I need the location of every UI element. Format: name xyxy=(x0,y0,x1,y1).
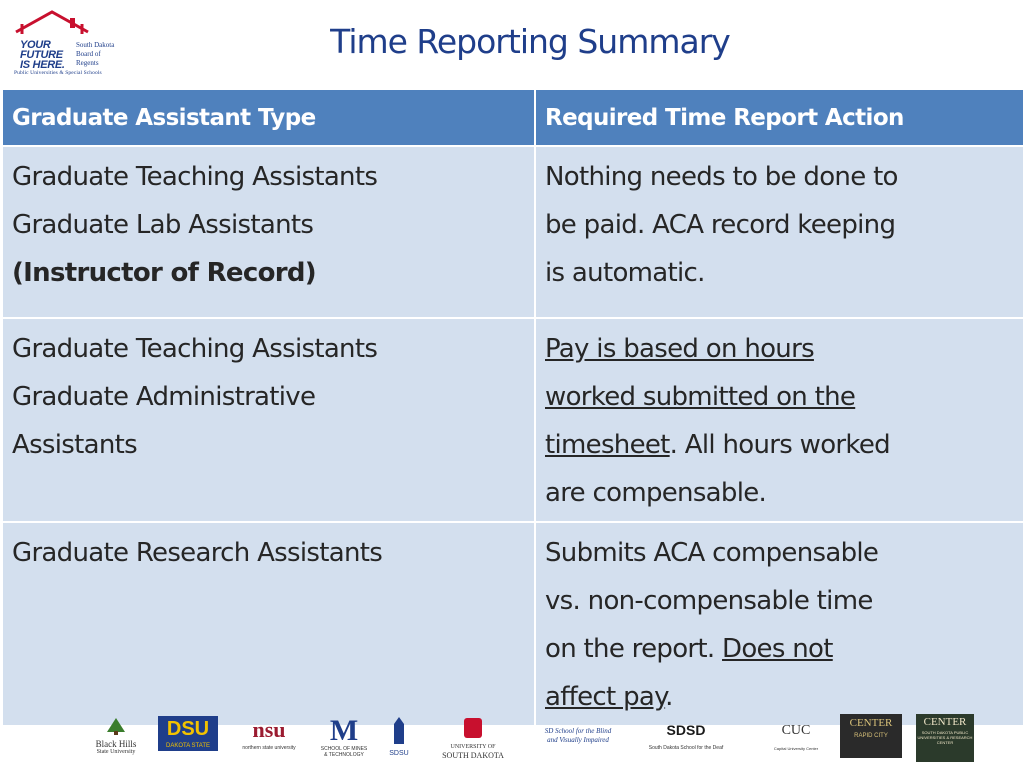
logo-text: M xyxy=(329,714,359,747)
logo-text: Black Hills xyxy=(95,739,137,749)
logo-text: CENTER xyxy=(849,717,893,729)
logo-bor-line3: Regents xyxy=(76,59,99,67)
action-line: be paid. ACA record keeping xyxy=(545,210,896,240)
logo-text-is-here: IS HERE. xyxy=(20,59,65,71)
time-reporting-table xyxy=(1,88,1024,727)
type-cell xyxy=(2,146,535,318)
black-hills-state-logo xyxy=(88,716,144,756)
column-header-type: Graduate Assistant Type xyxy=(2,89,535,146)
table-header-row xyxy=(2,89,1024,146)
action-text: . All hours worked xyxy=(669,430,890,460)
timesheet-link[interactable]: timesheet xyxy=(545,430,670,460)
page-title: Time Reporting Summary xyxy=(330,22,730,61)
action-line: Submits ACA compensable xyxy=(545,538,879,568)
type-line: Graduate Teaching Assistants xyxy=(12,334,378,364)
emphasis-text: Does not xyxy=(722,634,833,664)
logo-text: SDSD xyxy=(666,722,706,738)
logo-bor-line1: South Dakota xyxy=(76,41,115,49)
logo-subtext: South Dakota School for the Deaf xyxy=(648,745,724,751)
uc-rapid-city-logo xyxy=(840,714,902,758)
table-row xyxy=(2,146,1024,318)
type-line: Assistants xyxy=(12,430,137,460)
type-line: Graduate Research Assistants xyxy=(12,538,383,568)
table-row xyxy=(2,318,1024,522)
type-line-bold: (Instructor of Record) xyxy=(12,258,316,288)
action-cell xyxy=(535,318,1024,522)
action-line: vs. non-compensable time xyxy=(545,586,873,616)
logo-text: CENTER xyxy=(923,716,967,728)
timesheet-link-text[interactable]: worked submitted on the xyxy=(545,382,856,412)
dsu-logo xyxy=(158,716,218,751)
usd-logo xyxy=(430,716,516,760)
action-cell xyxy=(535,522,1024,726)
action-line: are compensable. xyxy=(545,478,767,508)
logo-subtext: SOUTH DAKOTA PUBLIC UNIVERSITIES & RESEARCH CENTER xyxy=(917,730,973,745)
type-cell xyxy=(2,522,535,726)
campanile-icon xyxy=(389,716,409,746)
action-text: on the report. xyxy=(545,634,723,664)
tree-icon xyxy=(101,716,131,736)
logo-subtext: northern state university xyxy=(242,745,296,751)
column-header-action: Required Time Report Action xyxy=(535,89,1024,146)
logo-subtext: SCHOOL OF MINES & TECHNOLOGY xyxy=(320,746,368,758)
logo-text: nsu xyxy=(252,717,286,742)
cuc-logo xyxy=(766,716,826,752)
logo-subtext: SOUTH DAKOTA xyxy=(442,751,504,760)
timesheet-link-text[interactable]: Pay is based on hours xyxy=(545,334,814,364)
institution-logos xyxy=(0,712,1024,768)
logo-text: DSU xyxy=(158,716,218,742)
logo-subtext: and Visually Impaired xyxy=(547,736,609,744)
logo-text-your: YOUR xyxy=(20,39,51,51)
logo-text: SD School for the Blind xyxy=(544,727,612,735)
logo-subtext: RAPID CITY xyxy=(854,733,888,739)
type-cell xyxy=(2,318,535,522)
table-row xyxy=(2,522,1024,726)
action-line: Nothing needs to be done to xyxy=(545,162,898,192)
uc-sioux-falls-logo xyxy=(916,714,974,762)
logo-text: SDSU xyxy=(389,750,409,757)
logo-text: UNIVERSITY OF xyxy=(450,744,496,750)
logo-subtext: Capital University Center xyxy=(773,746,819,751)
logo-text-future: FUTURE xyxy=(20,49,63,61)
logo-subtext: State University xyxy=(96,749,136,755)
logo-text: CUC xyxy=(781,723,811,738)
action-text: . xyxy=(665,682,673,712)
northern-state-logo xyxy=(236,716,302,752)
logo-subtext: DAKOTA STATE xyxy=(158,742,218,751)
type-line: Graduate Lab Assistants xyxy=(12,210,314,240)
action-cell xyxy=(535,146,1024,318)
emphasis-text: affect pay xyxy=(545,682,666,712)
action-line: is automatic. xyxy=(545,258,705,288)
logo-bor-line2: Board of xyxy=(76,50,101,58)
type-line: Graduate Teaching Assistants xyxy=(12,162,378,192)
sdsu-logo xyxy=(384,716,414,758)
sd-mines-logo xyxy=(320,716,368,758)
sd-school-blind-logo xyxy=(534,716,622,745)
sdsd-logo xyxy=(640,716,732,752)
logo-tagline: Public Universities & Special Schools xyxy=(14,70,102,76)
type-line: Graduate Administrative xyxy=(12,382,316,412)
coyote-icon xyxy=(462,716,484,740)
